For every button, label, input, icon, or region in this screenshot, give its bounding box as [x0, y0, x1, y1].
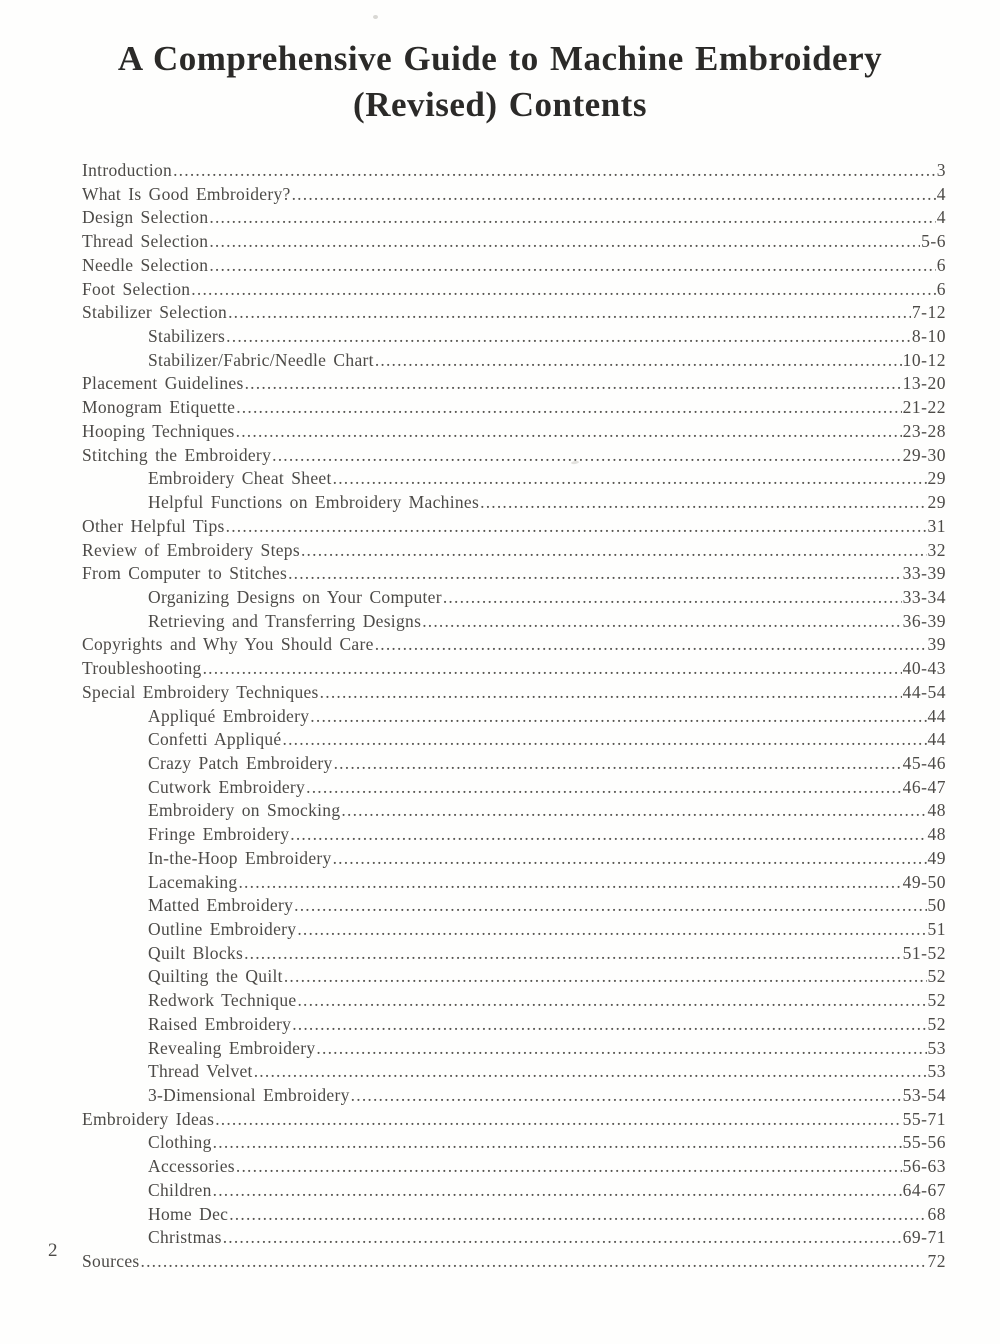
toc-entry-label: Introduction [82, 160, 173, 180]
toc-entry [82, 776, 946, 800]
toc-entry-pages: 10-12 [902, 349, 946, 370]
toc-entry-pages: 55-71 [902, 1108, 946, 1129]
dot-leader [191, 278, 935, 302]
toc-entry [82, 444, 946, 468]
toc-entry [82, 965, 946, 989]
toc-entry-label: Matted Embroidery [148, 895, 294, 916]
toc-entry-label: Revealing Embroidery [148, 1037, 316, 1058]
toc-entry-pages: 51-52 [902, 942, 946, 963]
toc-entry-label: Monogram Etiquette [82, 397, 236, 418]
dot-leader [244, 942, 902, 966]
toc-entry-pages: 7-12 [911, 302, 946, 323]
toc-entry-pages: 53-54 [902, 1085, 946, 1106]
toc-entry-pages: 3 [936, 160, 946, 180]
toc-entry-label: Crazy Patch Embroidery [148, 752, 333, 773]
toc-entry-pages: 49-50 [902, 871, 946, 892]
toc-entry [82, 871, 946, 895]
toc-entry-label: Organizing Designs on Your Computer [148, 586, 442, 607]
dot-leader [209, 206, 935, 230]
toc-entry-pages: 48 [927, 800, 946, 821]
dot-leader [351, 1084, 902, 1108]
dot-leader [228, 301, 911, 325]
toc-entry-label: Troubleshooting [82, 658, 202, 679]
toc-entry [82, 633, 946, 657]
page-title [0, 36, 1000, 128]
toc-entry-pages: 45-46 [902, 752, 946, 773]
toc-entry [82, 325, 946, 349]
toc-entry [82, 301, 946, 325]
dot-leader [288, 562, 902, 586]
toc-entry-label: Helpful Functions on Embroidery Machines [148, 492, 480, 513]
dot-leader [173, 159, 936, 183]
dot-leader [238, 871, 901, 895]
toc-entry-pages: 44 [927, 729, 946, 750]
toc-entry [82, 752, 946, 776]
toc-entry [82, 586, 946, 610]
toc-entry-label: Stabilizer Selection [82, 302, 228, 323]
toc-entry-pages: 13-20 [902, 373, 946, 394]
toc-entry-pages: 44-54 [902, 681, 946, 702]
toc-entry [82, 1108, 946, 1132]
toc-entry [82, 396, 946, 420]
book-title-line1: A Comprehensive Guide to Machine Embroidery [117, 39, 883, 78]
toc-entry-label: Design Selection [82, 207, 209, 228]
toc-entry-label: Thread Selection [82, 231, 209, 252]
toc-entry-pages: 21-22 [902, 397, 946, 418]
toc-entry-pages: 33-34 [902, 586, 946, 607]
toc-entry-pages: 6 [936, 278, 946, 299]
dot-leader [320, 681, 902, 705]
toc-entry-pages: 29 [927, 468, 946, 489]
toc-entry [82, 681, 946, 705]
toc-entry [82, 942, 946, 966]
toc-entry [82, 183, 946, 207]
toc-entry [82, 349, 946, 373]
dot-leader [223, 1226, 902, 1250]
toc-entry [82, 657, 946, 681]
dot-leader [422, 610, 901, 634]
dot-leader [236, 420, 902, 444]
dot-leader [254, 1060, 927, 1084]
dot-leader [284, 965, 927, 989]
toc-entry [82, 159, 946, 183]
toc-entry-label: Redwork Technique [148, 990, 297, 1011]
toc-entry [82, 1037, 946, 1061]
toc-entry-pages: 64-67 [902, 1179, 946, 1200]
toc-entry-label: Stitching the Embroidery [82, 444, 272, 465]
toc-entry [82, 799, 946, 823]
toc-entry [82, 420, 946, 444]
toc-entry-pages: 72 [927, 1251, 946, 1272]
toc-entry-label: Cutwork Embroidery [148, 776, 306, 797]
toc-entry-label: Children [148, 1179, 212, 1200]
dot-leader [375, 633, 927, 657]
dot-leader [334, 752, 902, 776]
toc-entry-label: Home Dec [148, 1203, 229, 1224]
toc-entry-pages: 46-47 [902, 776, 946, 797]
toc-entry [82, 1131, 946, 1155]
toc-entry-label: Quilting the Quilt [148, 966, 283, 987]
dot-leader [245, 372, 902, 396]
toc-entry-label: Embroidery on Smocking [148, 800, 341, 821]
toc-entry-pages: 8-10 [911, 326, 946, 347]
dot-leader [480, 491, 926, 515]
toc-entry-pages: 69-71 [902, 1227, 946, 1248]
toc-entry-pages: 52 [927, 1013, 946, 1034]
toc-entry-pages: 52 [927, 990, 946, 1011]
toc-entry [82, 1226, 946, 1250]
dot-leader [292, 183, 936, 207]
toc-entry-label: Foot Selection [82, 278, 191, 299]
toc-entry [82, 491, 946, 515]
dot-leader [236, 1155, 902, 1179]
toc-entry-label: Retrieving and Transferring Designs [148, 610, 422, 631]
dot-leader [301, 539, 927, 563]
dot-leader [272, 444, 902, 468]
toc-entry-label: Needle Selection [82, 254, 209, 275]
toc-entry [82, 823, 946, 847]
toc-entry-label: In-the-Hoop Embroidery [148, 847, 332, 868]
toc-entry [82, 1013, 946, 1037]
toc-entry-pages: 23-28 [902, 420, 946, 441]
toc-entry [82, 847, 946, 871]
toc-entry-pages: 50 [927, 895, 946, 916]
dot-leader [297, 918, 926, 942]
dot-leader [213, 1131, 902, 1155]
toc-entry-label: Fringe Embroidery [148, 824, 290, 845]
dot-leader [213, 1179, 902, 1203]
toc-entry-label: Embroidery Ideas [82, 1108, 215, 1129]
toc-entry-pages: 40-43 [902, 658, 946, 679]
toc-entry [82, 562, 946, 586]
dot-leader [209, 254, 935, 278]
toc-entry [82, 1060, 946, 1084]
toc-entry [82, 1155, 946, 1179]
toc-entry-pages: 44 [927, 705, 946, 726]
dot-leader [333, 467, 927, 491]
toc-entry-label: From Computer to Stitches [82, 563, 288, 584]
toc-entry-pages: 6 [936, 254, 946, 275]
toc-entry-pages: 53 [927, 1037, 946, 1058]
toc-entry-label: Stabilizers [148, 326, 226, 347]
toc-entry-label: Lacemaking [148, 871, 238, 892]
toc-entry-label: Christmas [148, 1227, 222, 1248]
toc-entry-label: Special Embroidery Techniques [82, 681, 319, 702]
dot-leader [209, 230, 920, 254]
toc-entry-label: Other Helpful Tips [82, 515, 225, 536]
toc-entry-label: Raised Embroidery [148, 1013, 292, 1034]
toc-entry-label: Stabilizer/Fabric/Needle Chart [148, 349, 374, 370]
dot-leader [443, 586, 902, 610]
toc-entry-pages: 68 [927, 1203, 946, 1224]
toc-entry [82, 1084, 946, 1108]
toc-entry [82, 467, 946, 491]
toc-entry-label: Clothing [148, 1132, 212, 1153]
dot-leader [236, 396, 901, 420]
toc-entry-label: Review of Embroidery Steps [82, 539, 300, 560]
toc-entry-pages: 5-6 [921, 231, 946, 252]
toc-entry [82, 1179, 946, 1203]
dot-leader [316, 1037, 926, 1061]
toc-entry-label: Outline Embroidery [148, 919, 297, 939]
dot-leader [341, 799, 926, 823]
toc-entry [82, 989, 946, 1013]
toc-entry-pages: 39 [927, 634, 946, 655]
toc-entry-label: Thread Velvet [148, 1061, 253, 1082]
toc-entry [82, 610, 946, 634]
dot-leader [306, 776, 902, 800]
toc-entry-pages: 33-39 [902, 563, 946, 584]
toc-entry-label: Quilt Blocks [148, 942, 244, 963]
toc-entry [82, 918, 946, 942]
toc-entry-label: Appliqué Embroidery [148, 705, 310, 726]
dot-leader [297, 989, 926, 1013]
toc-list [82, 159, 946, 1274]
dot-leader [226, 325, 911, 349]
toc-entry-pages: 53 [927, 1061, 946, 1082]
toc-entry-label: Embroidery Cheat Sheet [148, 468, 332, 489]
toc-entry [82, 1203, 946, 1227]
toc-entry [82, 894, 946, 918]
toc-entry [82, 1250, 946, 1274]
dot-leader [290, 823, 926, 847]
toc-entry [82, 206, 946, 230]
toc-entry-pages: 4 [936, 207, 946, 228]
toc-entry-pages: 56-63 [902, 1156, 946, 1177]
toc-entry [82, 230, 946, 254]
dot-leader [215, 1108, 901, 1132]
toc-entry-label: Hooping Techniques [82, 420, 235, 441]
toc-entry-label: Placement Guidelines [82, 373, 244, 394]
dot-leader [333, 847, 927, 871]
dot-leader [294, 894, 926, 918]
page-number: 2 [48, 1240, 58, 1261]
toc-entry-label: 3-Dimensional Embroidery [148, 1085, 350, 1106]
toc-entry-pages: 49 [927, 847, 946, 868]
toc-entry [82, 372, 946, 396]
toc-entry-pages: 52 [927, 966, 946, 987]
toc-entry [82, 254, 946, 278]
toc-entry-pages: 31 [927, 515, 946, 536]
toc-entry-pages: 51 [927, 919, 946, 939]
dot-leader [226, 515, 927, 539]
toc-entry [82, 539, 946, 563]
toc-entry [82, 728, 946, 752]
toc-entry-pages: 32 [927, 539, 946, 560]
dot-leader [375, 349, 902, 373]
dot-leader [310, 705, 926, 729]
toc-entry-pages: 48 [927, 824, 946, 845]
toc-entry-pages: 29-30 [902, 444, 946, 465]
toc-entry-pages: 4 [936, 183, 946, 204]
toc-entry-label: Sources [82, 1251, 140, 1272]
toc-entry-pages: 29 [927, 492, 946, 513]
toc-entry-label: Confetti Appliqué [148, 729, 282, 750]
dot-leader [292, 1013, 926, 1037]
toc-entry-label: What Is Good Embroidery? [82, 183, 291, 204]
dot-leader [141, 1250, 927, 1274]
book-title-line2: (Revised) Contents [353, 85, 647, 124]
toc-entry-pages: 55-56 [902, 1132, 946, 1153]
toc-entry-pages: 36-39 [902, 610, 946, 631]
toc-entry [82, 515, 946, 539]
toc-entry-label: Copyrights and Why You Should Care [82, 634, 374, 655]
toc-entry-label: Accessories [148, 1156, 235, 1177]
toc-entry [82, 278, 946, 302]
toc-entry [82, 705, 946, 729]
scan-speckle [373, 15, 378, 19]
dot-leader [203, 657, 902, 681]
dot-leader [283, 728, 927, 752]
dot-leader [229, 1203, 926, 1227]
